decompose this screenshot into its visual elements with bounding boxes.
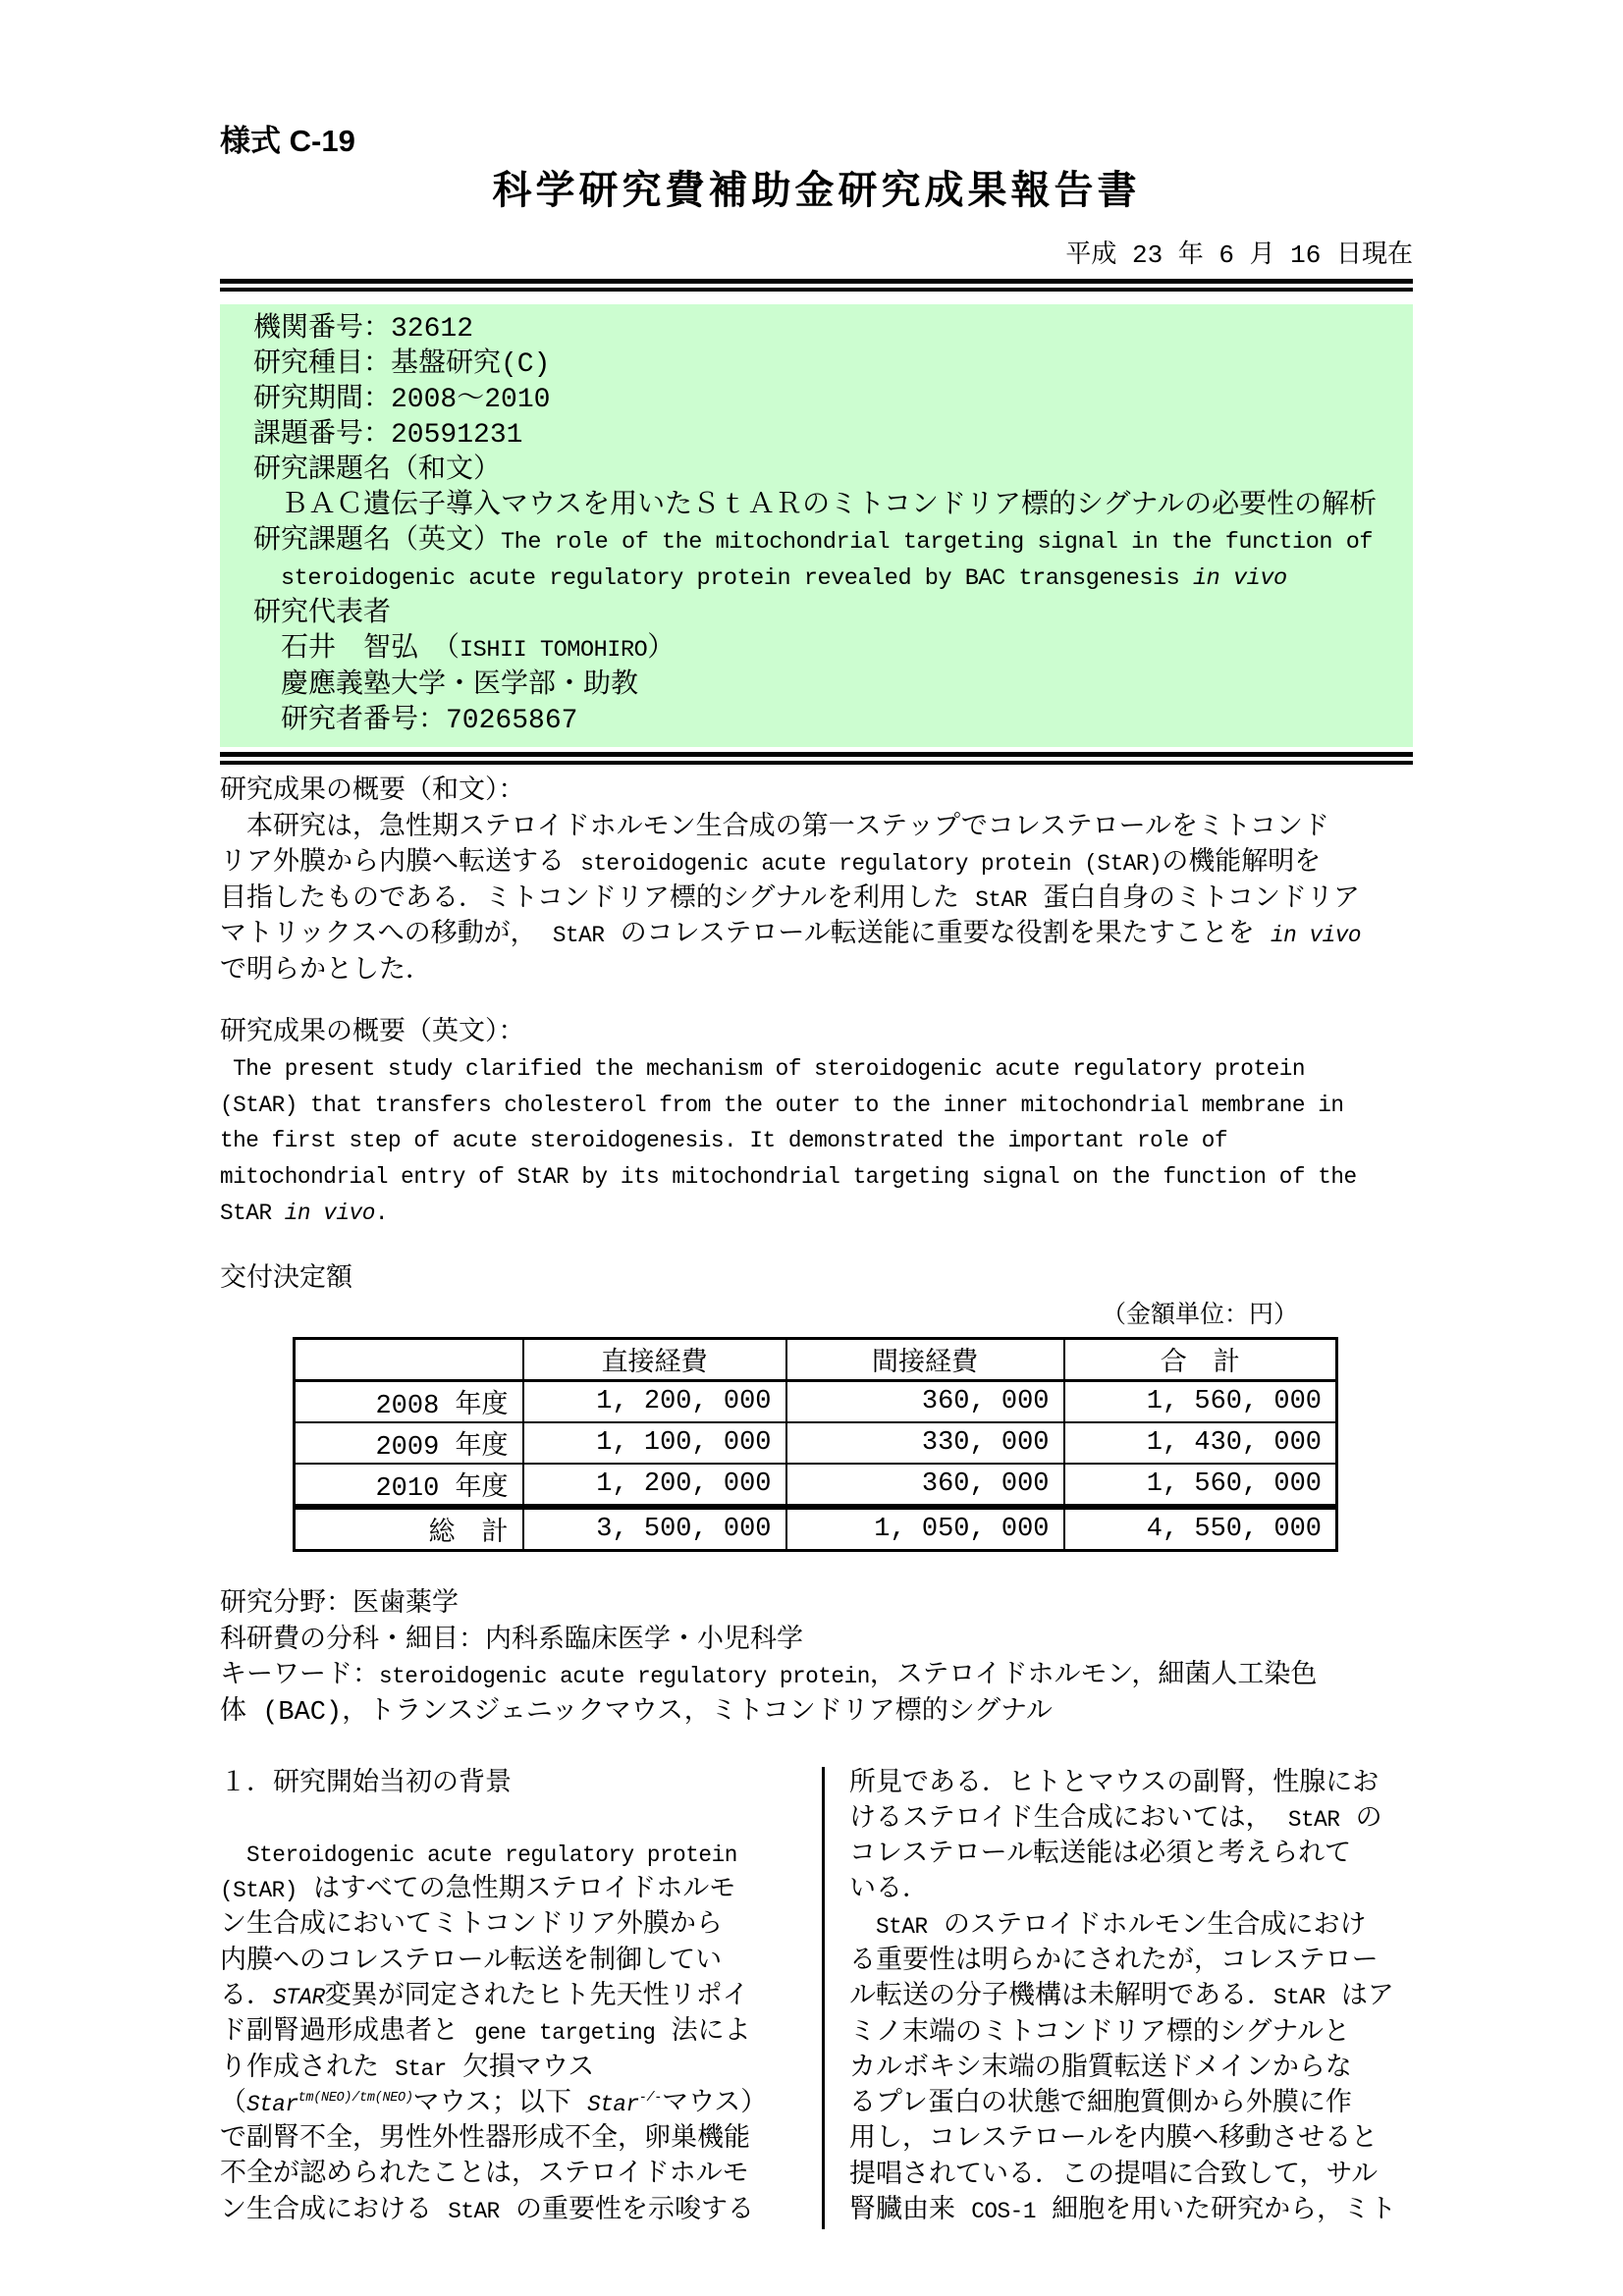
text-line (253, 524, 1393, 561)
text-line: カルボキシ末端の脂質転送ドメインからな (849, 2054, 1352, 2084)
text-segment: StAR (552, 923, 605, 949)
text-segment: マウス；以下 (412, 2089, 588, 2119)
text-segment: はすべての急性期ステロイドホルモ (297, 1876, 736, 1906)
row-label: 2010 年度 (295, 1464, 523, 1507)
text-segment: StAR (1273, 1985, 1325, 2011)
page-title: 科学研究費補助金研究成果報告書 (492, 169, 1141, 212)
text-line: 研究種目：基盤研究(C) (253, 349, 551, 380)
text-line (220, 918, 1413, 954)
text-line (220, 2052, 775, 2087)
text-line (253, 561, 1393, 597)
text-segment: (StAR) that transfers cholesterol from the outer to the inner mitochondrial membrane in (220, 1092, 1344, 1118)
text-segment: ル転送の分子機構は未解明である． (849, 1983, 1273, 2013)
text-segment: ） (647, 634, 676, 665)
summary-en-heading: 研究成果の概要（英文）： (220, 1018, 525, 1048)
text-segment: ド副腎過形成患者と (220, 2018, 475, 2049)
budget-table (293, 1337, 1338, 1552)
text-segment: 欠損マウス (446, 2054, 595, 2084)
text-segment: the first step of acute steroidogenesis. It demonstrated the important role of (220, 1128, 1228, 1154)
row-label: 総 計 (295, 1507, 523, 1551)
text-segment: （ (220, 2089, 246, 2119)
info-box (220, 304, 1413, 747)
text-segment: る． (220, 1982, 273, 2012)
text-segment: mitochondrial entry of StAR by its mitochondrial targeting signal on the function of the (220, 1163, 1357, 1190)
summary-en-body (220, 1051, 1413, 1231)
date-line: 平成 23 年 6 月 16 日現在 (1065, 240, 1413, 270)
cell-direct: 1, 200, 000 (523, 1464, 786, 1507)
text-line: いる． (849, 1876, 929, 1906)
row-label: 2008 年度 (295, 1381, 523, 1423)
budget-header-direct: 直接経費 (523, 1339, 786, 1381)
summary-ja-section (220, 774, 1413, 990)
text-line (849, 1802, 1413, 1838)
text-line (220, 1159, 1413, 1196)
text-segment: StAR (975, 886, 1027, 913)
text-segment: in vivo (284, 1200, 375, 1226)
text-segment: 変異が同定されたヒト先天性リポイ (324, 1982, 749, 2012)
text-segment: マトリックスへの移動が， (220, 921, 553, 951)
text-segment: tm(NEO)/tm(NEO) (298, 2090, 413, 2106)
text-segment: gene targeting (474, 2020, 656, 2047)
text-segment: STAR (273, 1984, 325, 2010)
text-line: 研究代表者 (253, 599, 392, 629)
text-line: 機関番号：32612 (253, 314, 474, 345)
text-line (253, 632, 1393, 668)
text-line: 科研費の分科・細目：内科系臨床医学・小児科学 (220, 1626, 803, 1656)
cell-total: 1, 560, 000 (1064, 1464, 1337, 1507)
text-line (220, 2087, 775, 2122)
text-segment: の (1339, 1804, 1382, 1835)
cell-direct: 1, 200, 000 (523, 1381, 786, 1423)
text-segment (253, 562, 281, 593)
budget-header-row (295, 1339, 1337, 1381)
text-line: る重要性は明らかにされたが，コレステロー (849, 1947, 1379, 1977)
cell-direct: 1, 100, 000 (523, 1422, 786, 1464)
form-code: 様式 C-19 (220, 124, 355, 158)
info-box-bottom-rule (220, 752, 1413, 765)
text-line: 研究者番号：70265867 (253, 706, 578, 736)
text-line: るプレ蛋白の状態で細胞質側から外膜に作 (849, 2090, 1352, 2120)
text-segment: in vivo (1193, 565, 1287, 592)
cell-indirect: 330, 000 (786, 1422, 1064, 1464)
text-segment (220, 1841, 246, 1870)
text-segment: の機能解明を (1162, 849, 1322, 880)
text-segment: in vivo (1271, 923, 1362, 949)
text-line: ミノ末端のミトコンドリア標的シグナルと (849, 2018, 1351, 2049)
text-line: 研究課題名（和文） (253, 455, 502, 486)
text-segment: Star (395, 2056, 447, 2082)
text-segment: StAR (1287, 1806, 1340, 1833)
text-line: で明らかとした． (220, 956, 432, 987)
text-segment: Star (246, 2091, 298, 2117)
budget-header-total: 合 計 (1064, 1339, 1337, 1381)
table-row-total (295, 1507, 1337, 1551)
summary-ja-body (220, 811, 1413, 990)
budget-heading: 交付決定額 (220, 1265, 352, 1296)
cell-indirect: 360, 000 (786, 1464, 1064, 1507)
text-segment: . (374, 1200, 389, 1226)
cell-total: 1, 560, 000 (1064, 1381, 1337, 1423)
text-line (220, 1659, 1413, 1695)
text-line (220, 1980, 775, 2015)
column-divider (822, 1767, 825, 2230)
text-segment: ，ステロイドホルモン，細菌人工染色 (869, 1662, 1318, 1692)
text-line (220, 1088, 1413, 1124)
top-double-rule (220, 279, 1413, 292)
text-line (220, 1051, 1413, 1088)
text-line: ン生合成においてミトコンドリア外膜から (220, 1911, 723, 1942)
budget-section (220, 1262, 1413, 1552)
text-line: 体 (BAC)，トランスジェニックマウス，ミトコンドリア標的シグナル (220, 1697, 1053, 1728)
text-segment: リア外膜から内膜へ転送する (220, 849, 581, 880)
text-segment: 腎臓由来 (849, 2197, 972, 2227)
text-line (849, 1909, 1413, 1945)
table-row (295, 1381, 1337, 1423)
text-segment: The role of the mitochondrial targeting signal in the function of (501, 529, 1374, 556)
text-line (220, 2194, 775, 2229)
budget-header-indirect: 間接経費 (786, 1339, 1064, 1381)
text-segment: (StAR) (220, 1878, 298, 1904)
text-line: 不全が認められたことは，ステロイドホルモ (220, 2161, 749, 2191)
right-column (849, 1767, 1413, 2230)
table-row (295, 1422, 1337, 1464)
budget-header-empty (295, 1339, 523, 1381)
text-segment: steroidogenic acute regulatory protein (379, 1664, 870, 1690)
text-line: ＢＡＣ遺伝子導入マウスを用いたＳｔＡＲのミトコンドリア標的シグナルの必要性の解析 (253, 491, 1378, 521)
text-segment: -/- (638, 2090, 663, 2106)
text-line (220, 1196, 1413, 1232)
text-line (220, 1873, 775, 1908)
text-line: 提唱されている．この提唱に合致して，サル (849, 2161, 1379, 2191)
text-segment: 目指したものである．ミトコンドリア標的シグナルを利用した (220, 884, 976, 915)
text-line (220, 1838, 775, 1873)
text-segment: Star (587, 2091, 639, 2117)
text-line (220, 1802, 775, 1838)
text-segment: のコレステロール転送能に重要な役割を果たすことを (604, 921, 1271, 951)
text-line: 用し，コレステロールを内膜へ移動させると (849, 2125, 1379, 2156)
budget-unit-note: （金額単位：円） (1101, 1302, 1298, 1331)
cell-direct: 3, 500, 000 (523, 1507, 786, 1551)
text-segment: steroidogenic acute regulatory protein revealed by BAC transgenesis (281, 565, 1194, 592)
text-segment: 研究課題名（英文） (253, 526, 502, 557)
text-line (849, 1980, 1413, 2015)
text-line: で副腎不全，男性外性器形成不全，卵巣機能 (220, 2125, 750, 2156)
text-segment: StAR (220, 1200, 285, 1226)
text-segment: ン生合成における (220, 2196, 449, 2226)
text-line: 研究分野：医歯薬学 (220, 1590, 459, 1621)
text-segment: の重要性を示唆する (499, 2196, 755, 2226)
text-segment: はア (1325, 1983, 1394, 2013)
summary-ja-heading: 研究成果の概要（和文）： (220, 777, 525, 807)
text-segment: COS-1 (971, 2199, 1036, 2225)
text-segment: steroidogenic acute regulatory protein (StAR) (580, 851, 1163, 878)
text-segment: 石井 智弘 （ (253, 634, 460, 665)
text-segment (849, 1912, 876, 1942)
cell-indirect: 1, 050, 000 (786, 1507, 1064, 1551)
text-segment: キーワード： (220, 1662, 379, 1692)
text-segment: り作成された (220, 2054, 396, 2084)
text-segment: けるステロイド生合成においては， (849, 1804, 1288, 1835)
text-line: １．研究開始当初の背景 (220, 1769, 512, 1799)
text-segment: 法によ (655, 2018, 751, 2049)
text-segment: ISHII TOMOHIRO (460, 637, 648, 664)
text-line: 研究期間：2008～2010 (253, 385, 551, 415)
text-segment: 蛋白自身のミトコンドリア (1026, 884, 1360, 915)
text-line (220, 882, 1413, 919)
table-row (295, 1464, 1337, 1507)
body-columns (220, 1767, 1413, 2230)
text-segment: StAR (876, 1913, 928, 1940)
text-line (849, 2194, 1413, 2229)
meta-section (220, 1587, 1413, 1731)
text-line: 慶應義塾大学・医学部・助教 (253, 670, 639, 701)
cell-total: 1, 430, 000 (1064, 1422, 1337, 1464)
left-column (220, 1767, 775, 2230)
text-segment: Steroidogenic acute regulatory protein (246, 1842, 737, 1868)
cell-total: 4, 550, 000 (1064, 1507, 1337, 1551)
text-segment: マウス） (662, 2089, 768, 2119)
text-segment: The present study clarified the mechanism of steroidogenic acute regulatory protein (220, 1056, 1306, 1083)
cell-indirect: 360, 000 (786, 1381, 1064, 1423)
row-label: 2009 年度 (295, 1422, 523, 1464)
text-segment: 細胞を用いた研究から，ミト (1035, 2197, 1397, 2227)
text-line: 本研究は，急性期ステロイドホルモン生合成の第一ステップでコレステロールをミトコンド (220, 813, 1329, 843)
text-segment: StAR (448, 2198, 500, 2224)
text-segment: のステロイドホルモン生合成におけ (927, 1911, 1367, 1942)
text-line (220, 1123, 1413, 1159)
text-line: 課題番号：20591231 (253, 420, 523, 451)
text-line (220, 2015, 775, 2051)
summary-en-section (220, 1016, 1413, 1232)
text-line: 内膜へのコレステロール転送を制御してい (220, 1947, 723, 1977)
text-line: コレステロール転送能は必須と考えられて (849, 1841, 1352, 1871)
text-line (220, 846, 1413, 882)
text-line: 所見である．ヒトとマウスの副腎，性腺にお (849, 1769, 1380, 1799)
